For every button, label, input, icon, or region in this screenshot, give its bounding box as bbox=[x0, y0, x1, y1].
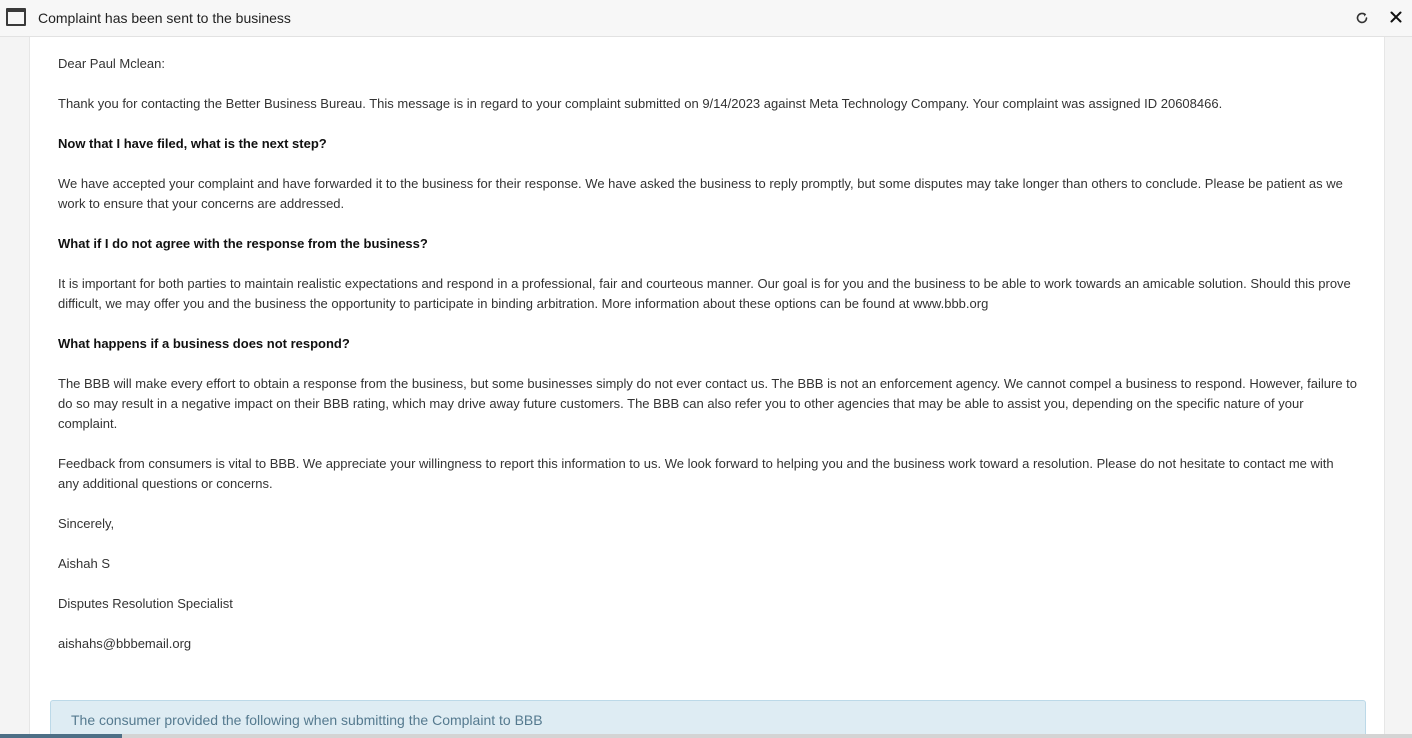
section-heading-no-response: What happens if a business does not respond? bbox=[58, 336, 350, 351]
close-button[interactable] bbox=[1386, 7, 1406, 27]
refresh-button[interactable] bbox=[1352, 8, 1372, 28]
salutation: Dear Paul Mclean: bbox=[58, 56, 165, 71]
intro-paragraph: Thank you for contacting the Better Business Bureau. This message is in regard to your complaint submitted on 9/14/2023 against Meta Technology Company. Your complaint was assigned ID 20608466. bbox=[58, 96, 1223, 111]
refresh-icon bbox=[1355, 11, 1369, 25]
signer-title: Disputes Resolution Specialist bbox=[58, 596, 233, 611]
signer-email: aishahs@bbbemail.org bbox=[58, 636, 192, 651]
consumer-info-panel bbox=[50, 700, 1366, 738]
signer-name: Aishah S bbox=[58, 556, 111, 571]
feedback-paragraph: Feedback from consumers is vital to BBB. We appreciate your willingness to report this information to us. We look forward to helping you and the business work toward a resolution. Please do not hesitate to contact me with any additional questions or concerns. bbox=[58, 456, 1334, 491]
section-body-no-response: The BBB will make every effort to obtain a response from the business, but some businesses simply do not ever contact us. The BBB is not an enforcement agency. We cannot compel a business to respond. However, failure to do so may result in a negative impact on their BBB rating, which may drive away future customers. The BBB can also refer you to other agencies that may be able to assist you, depending on the specific nature of your complaint. bbox=[58, 376, 1357, 431]
section-heading-next-step: Now that I have filed, what is the next step? bbox=[58, 136, 327, 151]
consumer-info-heading: The consumer provided the following when submitting the Complaint to BBB bbox=[71, 712, 543, 728]
window-icon bbox=[6, 8, 26, 26]
message-content[interactable] bbox=[29, 37, 1385, 738]
bottom-scroll-track[interactable] bbox=[0, 734, 1412, 738]
letter-body bbox=[58, 54, 1358, 674]
window-title: Complaint has been sent to the business bbox=[38, 10, 291, 26]
section-body-disagree: It is important for both parties to maintain realistic expectations and respond in a professional, fair and courteous manner. Our goal is for you and the business to be able to work towards an amicable solution. Should this prove difficult, we may offer you and the business the opportunity to participate in binding arbitration. More information about these options can be found at www.bbb.org bbox=[58, 276, 1351, 311]
section-heading-disagree: What if I do not agree with the response from the business? bbox=[58, 236, 428, 251]
close-icon bbox=[1389, 10, 1403, 24]
bottom-scroll-thumb[interactable] bbox=[0, 734, 122, 738]
closing: Sincerely, bbox=[58, 516, 115, 531]
title-bar bbox=[0, 0, 1412, 37]
section-body-next-step: We have accepted your complaint and have forwarded it to the business for their response. We have asked the business to reply promptly, but some disputes may take longer than others to conclude. Please be patient as we work to ensure that your concerns are addressed. bbox=[58, 176, 1343, 211]
